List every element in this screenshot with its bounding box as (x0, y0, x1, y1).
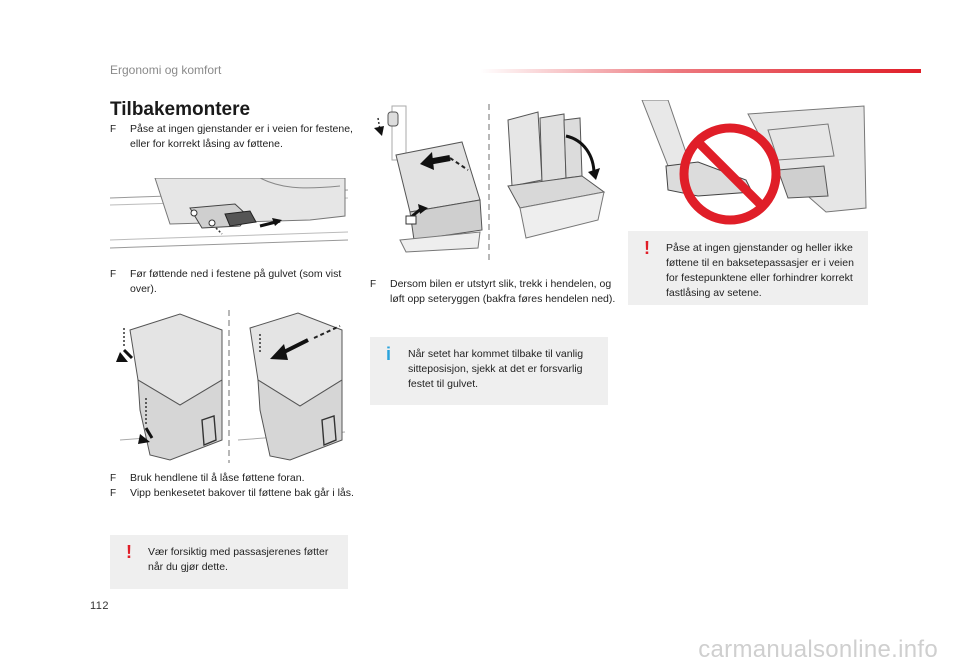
bullet-item (110, 122, 365, 152)
bullet-text: Før føttende ned i festene på gulvet (som vist over). (130, 268, 342, 295)
figure-seat-backrest-lift (370, 100, 608, 260)
bullet-text: Vipp benkesetet bakover til føttene bak går i lås. (130, 487, 354, 499)
warning-note-text: Påse at ingen gjenstander og heller ikke føttene til en baksetepassasjer er i veien for festepunktene eller forhindrer korrekt fastlåsing av setene. (666, 242, 854, 299)
arrow-bullet-icon: F (110, 473, 117, 484)
arrow-bullet-icon: F (110, 269, 117, 280)
bullet-text: Dersom bilen er utstyrt slik, trekk i hendelen, og løft opp seteryggen (bakfra føres hendelen ned). (390, 278, 616, 305)
caution-note-text: Vær forsiktig med passasjerenes føtter når du gjør dette. (148, 546, 329, 573)
figure-seat-foot-clamp (110, 178, 348, 262)
warning-note (628, 231, 868, 305)
header-accent-bar (480, 69, 921, 73)
watermark: carmanualsonline.info (698, 636, 938, 663)
section-title: Tilbakemontere (110, 99, 251, 120)
warning-exclamation-icon: ! (644, 238, 650, 258)
info-note-text: Når setet har kommet tilbake til vanlig sitteposisjon, sjekk at det er forsvarlig festet til gulvet. (408, 348, 584, 390)
bullet-item (370, 277, 625, 307)
bullet-item (110, 486, 370, 501)
arrow-bullet-icon: F (110, 124, 117, 135)
figure-bench-tilt-sequence (110, 310, 348, 463)
bullet-item (110, 471, 370, 486)
info-note (370, 337, 608, 405)
info-icon: i (386, 344, 392, 364)
caution-note (110, 535, 348, 589)
arrow-bullet-icon: F (370, 279, 377, 290)
figure-feet-prohibited (628, 100, 868, 230)
warning-exclamation-icon: ! (126, 542, 132, 562)
arrow-bullet-icon: F (110, 488, 117, 499)
bullet-item (110, 267, 365, 297)
bullet-text: Påse at ingen gjenstander er i veien for festene, eller for korrekt låsing av føttene. (130, 123, 353, 150)
bullet-text: Bruk hendlene til å låse føttene foran. (130, 472, 305, 484)
chapter-title: Ergonomi og komfort (110, 63, 222, 77)
page-number: 112 (90, 600, 110, 612)
